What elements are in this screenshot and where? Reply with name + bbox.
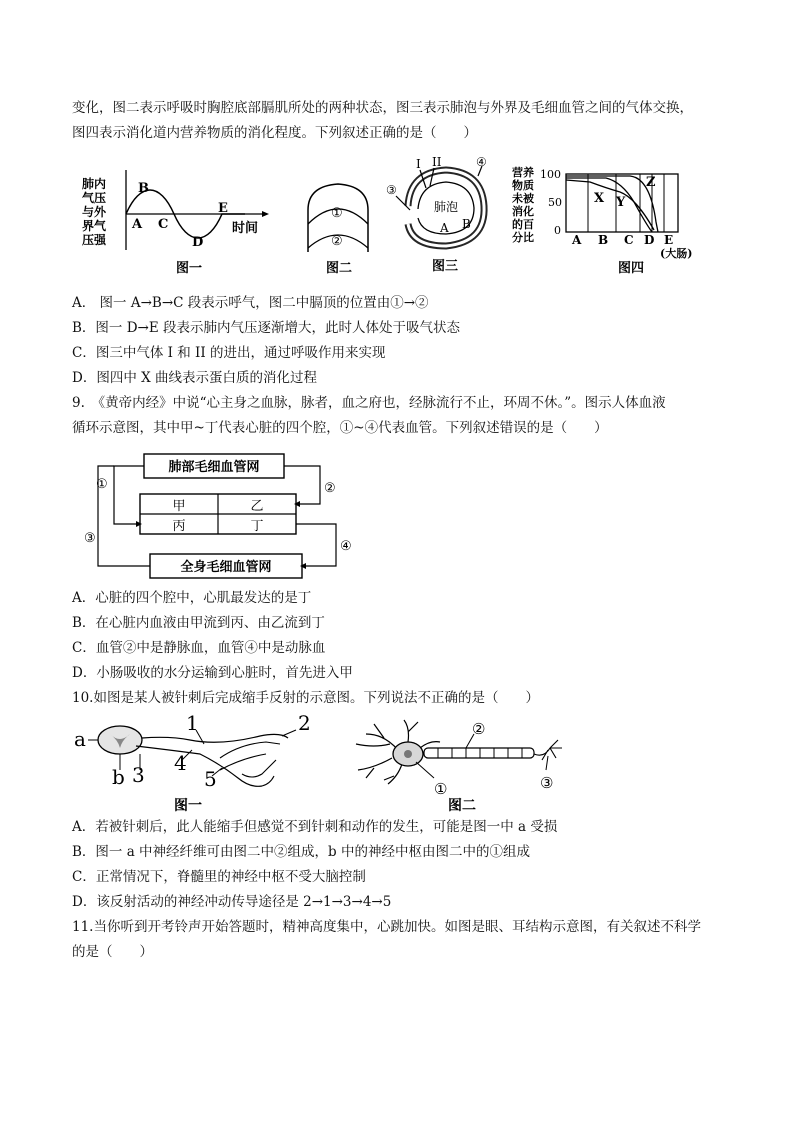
vessel-4-label: ④: [340, 539, 352, 554]
q8-figure2: [300, 180, 376, 276]
chamber-bing: 丙: [172, 519, 186, 534]
fig4-curve-y: Y: [616, 195, 626, 210]
q10-figure2: [344, 714, 574, 814]
q10-figure1: [70, 714, 320, 814]
fig2-label-2: ②: [331, 234, 343, 249]
chamber-yi: 乙: [250, 499, 264, 514]
vessel-1-label: ①: [96, 477, 108, 492]
fig4-ylabel-6: 分比: [512, 231, 534, 244]
chamber-jia: 甲: [172, 499, 186, 514]
q8-figure3: [382, 154, 502, 278]
fig1-ylabel-1: 肺内: [82, 177, 107, 191]
q9-stem-line2: 循环示意图，其中甲~丁代表心脏的四个腔，①~④代表血管。下列叙述错误的是（ ）: [72, 420, 608, 436]
fig3-label-3: ③: [386, 183, 397, 197]
fig3-label-i: I: [416, 157, 421, 171]
q9-option-d[interactable]: D．小肠吸收的水分运输到心脏时，首先进入甲: [72, 665, 353, 681]
lung-capillary-box: 肺部毛细血管网: [168, 460, 260, 475]
q10-stem: 10.如图是某人被针刺后完成缩手反射的示意图。下列说法不正确的是（ ）: [72, 690, 539, 706]
fig4-xtick-e: E: [664, 233, 674, 247]
fig4-ytick-0: 0: [554, 224, 561, 237]
fig4-xtick-d: D: [644, 233, 655, 247]
fig3-label-ii: II: [432, 155, 442, 169]
q8-option-d[interactable]: D．图四中 X 曲线表示蛋白质的消化过程: [72, 370, 318, 386]
fig1-label-3: 3: [132, 763, 145, 787]
body-capillary-box: 全身毛细血管网: [180, 560, 272, 575]
q10-option-d[interactable]: D．该反射活动的神经冲动传导途径是 2→1→3→4→5: [72, 894, 392, 910]
q8-figure1: [80, 162, 280, 278]
q11-stem-line2: 的是（ ）: [72, 944, 153, 960]
fig4-ylabel-5: 的百: [512, 218, 534, 231]
fig4-ylabel-2: 物质: [512, 179, 534, 192]
fig2-label-3: ③: [540, 774, 554, 792]
fig3-label-a: A: [440, 221, 449, 235]
fig1-point-a: A: [132, 217, 143, 232]
fig4-ylabel-3: 未被: [512, 192, 534, 205]
fig1-point-d: D: [192, 235, 204, 250]
q10-fig2-caption: 图二: [448, 798, 476, 814]
fig1-label-2: 2: [298, 714, 311, 735]
q9-circulation-diagram: [84, 446, 354, 586]
q8-option-c[interactable]: C．图三中气体 I 和 II 的进出，通过呼吸作用来实现: [72, 345, 386, 361]
fig1-ylabel-4: 界气: [82, 219, 107, 233]
q10-option-c[interactable]: C．正常情况下，脊髓里的神经中枢不受大脑控制: [72, 869, 366, 885]
q8-stem-line1: 变化，图二表示呼吸时胸腔底部膈肌所处的两种状态，图三表示肺泡与外界及毛细血管之间的气体交换，: [72, 100, 693, 116]
chamber-ding: 丁: [250, 519, 264, 534]
fig1-ylabel-5: 压强: [82, 233, 107, 247]
fig4-xtick-a: A: [572, 233, 582, 247]
fig3-label-b: B: [462, 217, 471, 231]
q9-option-c[interactable]: C．血管②中是静脉血，血管④中是动脉血: [72, 640, 326, 656]
fig4-caption: 图四: [618, 261, 645, 276]
fig4-xnote: (大肠): [660, 247, 693, 260]
fig1-label-1: 1: [186, 714, 199, 735]
fig1-caption: 图一: [176, 261, 203, 276]
fig1-xlabel: 时间: [232, 221, 259, 236]
q11-stem-line1: 11.当你听到开考铃声开始答题时，精神高度集中，心跳加快。如图是眼、耳结构示意图，有关叙述不科学: [72, 919, 701, 935]
fig4-ylabel-1: 营养: [512, 166, 534, 179]
q9-option-b[interactable]: B．在心脏内血液由甲流到丙、由乙流到丁: [72, 615, 325, 631]
fig2-caption: 图二: [326, 261, 353, 276]
vessel-3-label: ③: [84, 531, 96, 546]
fig4-ytick-100: 100: [540, 168, 561, 181]
fig4-ytick-50: 50: [548, 196, 562, 209]
q8-figure4: [510, 162, 710, 278]
fig4-xtick-b: B: [598, 233, 609, 247]
fig4-xtick-c: C: [624, 233, 634, 247]
vessel-2-label: ②: [324, 481, 336, 496]
fig1-label-a: a: [74, 727, 86, 751]
fig1-point-b: B: [138, 181, 149, 196]
q10-option-a[interactable]: A．若被针刺后，此人能缩手但感觉不到针刺和动作的发生，可能是图一中 a 受损: [72, 819, 558, 835]
fig3-label-alveolus: 肺泡: [434, 200, 459, 214]
fig1-label-b: b: [112, 765, 125, 789]
fig1-point-c: C: [158, 217, 169, 232]
fig1-ylabel-3: 与外: [82, 205, 107, 219]
fig1-point-e: E: [218, 201, 228, 216]
fig1-ylabel-2: 气压: [82, 191, 107, 205]
fig1-label-4: 4: [174, 751, 187, 775]
fig1-label-5: 5: [204, 767, 217, 791]
fig4-ylabel-4: 消化: [512, 205, 534, 218]
q9-option-a[interactable]: A．心脏的四个腔中，心肌最发达的是丁: [72, 590, 312, 606]
fig2-label-2: ②: [472, 720, 486, 738]
q10-option-b[interactable]: B．图一 a 中神经纤维可由图二中②组成，b 中的神经中枢由图二中的①组成: [72, 844, 530, 860]
fig4-curve-z: Z: [646, 175, 656, 190]
q10-fig1-caption: 图一: [174, 798, 202, 814]
q8-option-a[interactable]: A． 图一 A→B→C 段表示呼气，图二中膈顶的位置由①→②: [72, 295, 429, 311]
fig3-caption: 图三: [432, 259, 459, 274]
q8-stem-line2: 图四表示消化道内营养物质的消化程度。下列叙述正确的是（ ）: [72, 125, 477, 141]
fig2-label-1: ①: [434, 780, 448, 798]
q8-option-b[interactable]: B．图一 D→E 段表示肺内气压逐渐增大，此时人体处于吸气状态: [72, 320, 460, 336]
fig2-label-1: ①: [331, 206, 343, 221]
fig3-label-4: ④: [476, 155, 487, 169]
fig4-curve-x: X: [594, 191, 605, 206]
q9-stem-line1: 9. 《黄帝内经》中说“心主身之血脉，脉者，血之府也，经脉流行不止，环周不休。”。图示人体血液: [72, 395, 666, 411]
